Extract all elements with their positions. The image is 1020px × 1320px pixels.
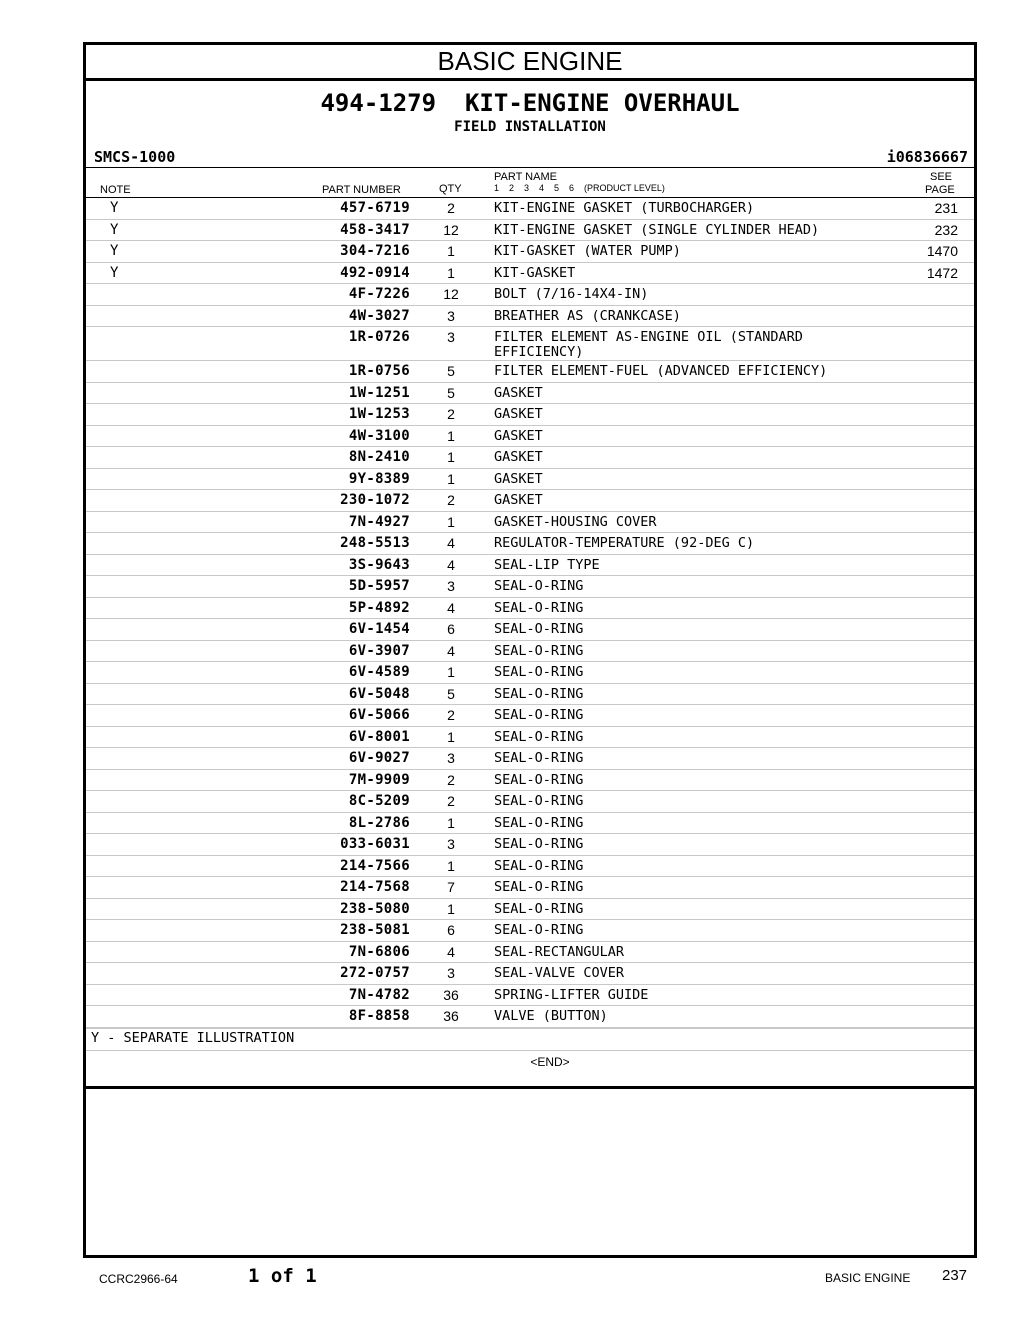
see-page: 1470 xyxy=(926,243,958,259)
part-name: SEAL-O-RING xyxy=(494,814,584,831)
part-number: 272-0757 xyxy=(340,965,410,981)
table-row xyxy=(86,834,974,856)
table-row xyxy=(86,447,974,469)
part-number: 7M-9909 xyxy=(348,771,410,788)
quantity: 3 xyxy=(447,578,455,594)
part-name: GASKET xyxy=(494,492,543,508)
quantity: 1 xyxy=(447,728,455,745)
part-name: SEAL-O-RING xyxy=(494,750,584,766)
quantity: 4 xyxy=(447,943,455,960)
part-number: 214-7566 xyxy=(340,857,410,874)
column-header-note: NOTE xyxy=(100,184,131,196)
quantity: 1 xyxy=(447,857,455,874)
table-row xyxy=(86,985,974,1007)
column-header-see: SEE xyxy=(930,171,953,183)
part-number: 230-1072 xyxy=(340,492,410,508)
quantity: 7 xyxy=(447,879,455,895)
legend-divider xyxy=(86,1028,974,1029)
part-name: SEAL-O-RING xyxy=(494,836,584,852)
part-number: 5P-4892 xyxy=(348,599,410,616)
part-number: 6V-1454 xyxy=(348,621,410,637)
table-row xyxy=(86,576,974,598)
part-name: GASKET xyxy=(494,384,543,401)
part-name: SEAL-O-RING xyxy=(494,685,584,702)
quantity: 12 xyxy=(443,221,459,238)
part-name: VALVE (BUTTON) xyxy=(494,1008,608,1024)
document-id: i06836667 xyxy=(886,148,968,166)
quantity: 6 xyxy=(447,922,455,938)
column-header-page: PAGE xyxy=(925,184,955,196)
legend-divider-bottom xyxy=(86,1050,974,1051)
table-row xyxy=(86,770,974,792)
quantity: 1 xyxy=(447,243,455,259)
see-page: 232 xyxy=(934,221,958,238)
row-note: Y xyxy=(110,221,119,238)
table-row xyxy=(86,306,974,328)
part-name: SEAL-O-RING xyxy=(494,857,584,874)
part-number: 458-3417 xyxy=(340,221,410,238)
quantity: 5 xyxy=(447,685,455,702)
part-number: 6V-3907 xyxy=(348,642,410,659)
table-row xyxy=(86,619,974,641)
kit-title: 494-1279 KIT-ENGINE OVERHAUL xyxy=(320,89,740,117)
part-number: 4F-7226 xyxy=(348,286,410,302)
quantity: 1 xyxy=(447,513,455,530)
quantity: 2 xyxy=(447,793,455,809)
part-name: SEAL-O-RING xyxy=(494,578,584,594)
footer-section: BASIC ENGINE xyxy=(825,1271,911,1285)
part-name: GASKET xyxy=(494,470,543,487)
quantity: 1 xyxy=(447,264,455,281)
part-number: 457-6719 xyxy=(340,200,410,216)
part-name: SEAL-O-RING xyxy=(494,728,584,745)
quantity: 2 xyxy=(447,406,455,422)
part-number: 6V-8001 xyxy=(348,728,410,745)
quantity: 1 xyxy=(447,427,455,444)
table-row xyxy=(86,241,974,263)
part-number: 6V-5048 xyxy=(348,685,410,702)
table-row xyxy=(86,727,974,749)
part-number: 7N-6806 xyxy=(348,943,410,960)
table-row xyxy=(86,198,974,220)
part-name: REGULATOR-TEMPERATURE (92-DEG C) xyxy=(494,535,755,551)
quantity: 1 xyxy=(447,470,455,487)
table-row xyxy=(86,512,974,534)
part-name: KIT-ENGINE GASKET (SINGLE CYLINDER HEAD) xyxy=(494,221,820,238)
part-number: 304-7216 xyxy=(340,243,410,259)
table-row xyxy=(86,404,974,426)
part-name: FILTER ELEMENT AS-ENGINE OIL (STANDARD EFFICIENCY) xyxy=(494,329,803,360)
footer-page-number: 237 xyxy=(942,1267,968,1284)
part-number: 238-5080 xyxy=(340,900,410,917)
part-number: 033-6031 xyxy=(340,836,410,852)
part-number: 6V-4589 xyxy=(348,664,410,680)
quantity: 3 xyxy=(447,750,455,766)
part-name: KIT-GASKET (WATER PUMP) xyxy=(494,243,681,259)
part-number: 1W-1251 xyxy=(348,384,410,401)
part-name: SEAL-O-RING xyxy=(494,793,584,809)
part-number: 1R-0756 xyxy=(348,363,410,379)
table-row xyxy=(86,426,974,448)
quantity: 1 xyxy=(447,814,455,831)
part-number: 3S-9643 xyxy=(348,556,410,573)
quantity: 1 xyxy=(447,664,455,680)
section-title: BASIC ENGINE xyxy=(86,45,974,81)
part-name: SEAL-O-RING xyxy=(494,599,584,616)
see-page: 231 xyxy=(934,200,958,216)
part-name: GASKET xyxy=(494,406,543,422)
table-row xyxy=(86,813,974,835)
part-number: 6V-5066 xyxy=(348,707,410,723)
smcs-code: SMCS-1000 xyxy=(94,148,176,166)
table-row xyxy=(86,705,974,727)
row-note: Y xyxy=(110,243,119,259)
table-row xyxy=(86,748,974,770)
quantity: 6 xyxy=(447,621,455,637)
part-name: GASKET xyxy=(494,449,543,465)
part-number: 7N-4782 xyxy=(348,986,410,1003)
quantity: 5 xyxy=(447,363,455,379)
quantity: 1 xyxy=(447,900,455,917)
end-marker: <END> xyxy=(530,1055,570,1069)
table-row xyxy=(86,284,974,306)
table-row xyxy=(86,877,974,899)
quantity: 1 xyxy=(447,449,455,465)
row-note: Y xyxy=(110,200,119,216)
table-row xyxy=(86,791,974,813)
quantity: 3 xyxy=(447,836,455,852)
part-name: SEAL-RECTANGULAR xyxy=(494,943,625,960)
table-row xyxy=(86,641,974,663)
table-row xyxy=(86,533,974,555)
part-number: 4W-3027 xyxy=(348,307,410,324)
part-name: FILTER ELEMENT-FUEL (ADVANCED EFFICIENCY) xyxy=(494,363,828,379)
quantity: 4 xyxy=(447,599,455,616)
page-frame xyxy=(83,42,977,1258)
part-number: 8N-2410 xyxy=(348,449,410,465)
table-row xyxy=(86,856,974,878)
part-number: 8C-5209 xyxy=(348,793,410,809)
part-number: 1W-1253 xyxy=(348,406,410,422)
quantity: 2 xyxy=(447,200,455,216)
part-name: BOLT (7/16-14X4-IN) xyxy=(494,286,649,302)
part-number: 5D-5957 xyxy=(348,578,410,594)
table-row xyxy=(86,1006,974,1028)
table-row xyxy=(86,220,974,242)
table-row xyxy=(86,942,974,964)
table-row xyxy=(86,684,974,706)
part-number: 248-5513 xyxy=(340,535,410,551)
table-row xyxy=(86,920,974,942)
part-number: 4W-3100 xyxy=(348,427,410,444)
part-name: SEAL-VALVE COVER xyxy=(494,965,625,981)
part-name: SEAL-LIP TYPE xyxy=(494,556,600,573)
footer-page-count: 1 of 1 xyxy=(248,1265,317,1287)
part-number: 492-0914 xyxy=(340,264,410,281)
row-note: Y xyxy=(110,264,119,281)
quantity: 5 xyxy=(447,384,455,401)
quantity: 36 xyxy=(443,1008,459,1024)
part-number: 214-7568 xyxy=(340,879,410,895)
part-name: GASKET xyxy=(494,427,543,444)
table-row xyxy=(86,263,974,285)
quantity: 36 xyxy=(443,986,459,1003)
legend-note: Y - SEPARATE ILLUSTRATION xyxy=(91,1030,295,1046)
part-name: GASKET-HOUSING COVER xyxy=(494,513,657,530)
part-name: SEAL-O-RING xyxy=(494,771,584,788)
table-row xyxy=(86,383,974,405)
parts-table xyxy=(86,198,974,1028)
part-name: SPRING-LIFTER GUIDE xyxy=(494,986,649,1003)
table-row xyxy=(86,490,974,512)
part-name: SEAL-O-RING xyxy=(494,621,584,637)
quantity: 2 xyxy=(447,707,455,723)
see-page: 1472 xyxy=(926,264,958,281)
part-name: SEAL-O-RING xyxy=(494,879,584,895)
column-header-product-level: 1 2 3 4 5 6 (PRODUCT LEVEL) xyxy=(494,183,665,193)
part-number: 238-5081 xyxy=(340,922,410,938)
part-number: 9Y-8389 xyxy=(348,470,410,487)
part-number: 8F-8858 xyxy=(348,1008,410,1024)
quantity: 3 xyxy=(447,965,455,981)
column-header-part-number: PART NUMBER xyxy=(322,184,401,196)
quantity: 4 xyxy=(447,535,455,551)
quantity: 2 xyxy=(447,492,455,508)
part-name: KIT-ENGINE GASKET (TURBOCHARGER) xyxy=(494,200,755,216)
table-row xyxy=(86,327,974,361)
table-row xyxy=(86,963,974,985)
lower-section-rule xyxy=(86,1086,974,1089)
footer-code: CCRC2966-64 xyxy=(99,1272,178,1286)
table-row xyxy=(86,598,974,620)
column-header-part-name: PART NAME xyxy=(494,171,557,183)
part-number: 1R-0726 xyxy=(348,329,410,345)
table-row xyxy=(86,469,974,491)
quantity: 3 xyxy=(447,307,455,324)
column-header-qty: QTY xyxy=(439,183,462,195)
table-row xyxy=(86,662,974,684)
part-name: SEAL-O-RING xyxy=(494,642,584,659)
part-name: BREATHER AS (CRANKCASE) xyxy=(494,307,681,324)
table-row xyxy=(86,555,974,577)
quantity: 4 xyxy=(447,556,455,573)
part-number: 8L-2786 xyxy=(348,814,410,831)
part-name: SEAL-O-RING xyxy=(494,707,584,723)
part-name: SEAL-O-RING xyxy=(494,900,584,917)
part-number: 7N-4927 xyxy=(348,513,410,530)
part-number: 6V-9027 xyxy=(348,750,410,766)
header-divider xyxy=(86,167,974,168)
quantity: 4 xyxy=(447,642,455,659)
part-name: SEAL-O-RING xyxy=(494,922,584,938)
quantity: 3 xyxy=(447,329,455,345)
part-name: SEAL-O-RING xyxy=(494,664,584,680)
table-row xyxy=(86,361,974,383)
part-name: KIT-GASKET xyxy=(494,264,576,281)
table-row xyxy=(86,899,974,921)
quantity: 2 xyxy=(447,771,455,788)
kit-subtitle: FIELD INSTALLATION xyxy=(454,119,606,135)
quantity: 12 xyxy=(443,286,459,302)
